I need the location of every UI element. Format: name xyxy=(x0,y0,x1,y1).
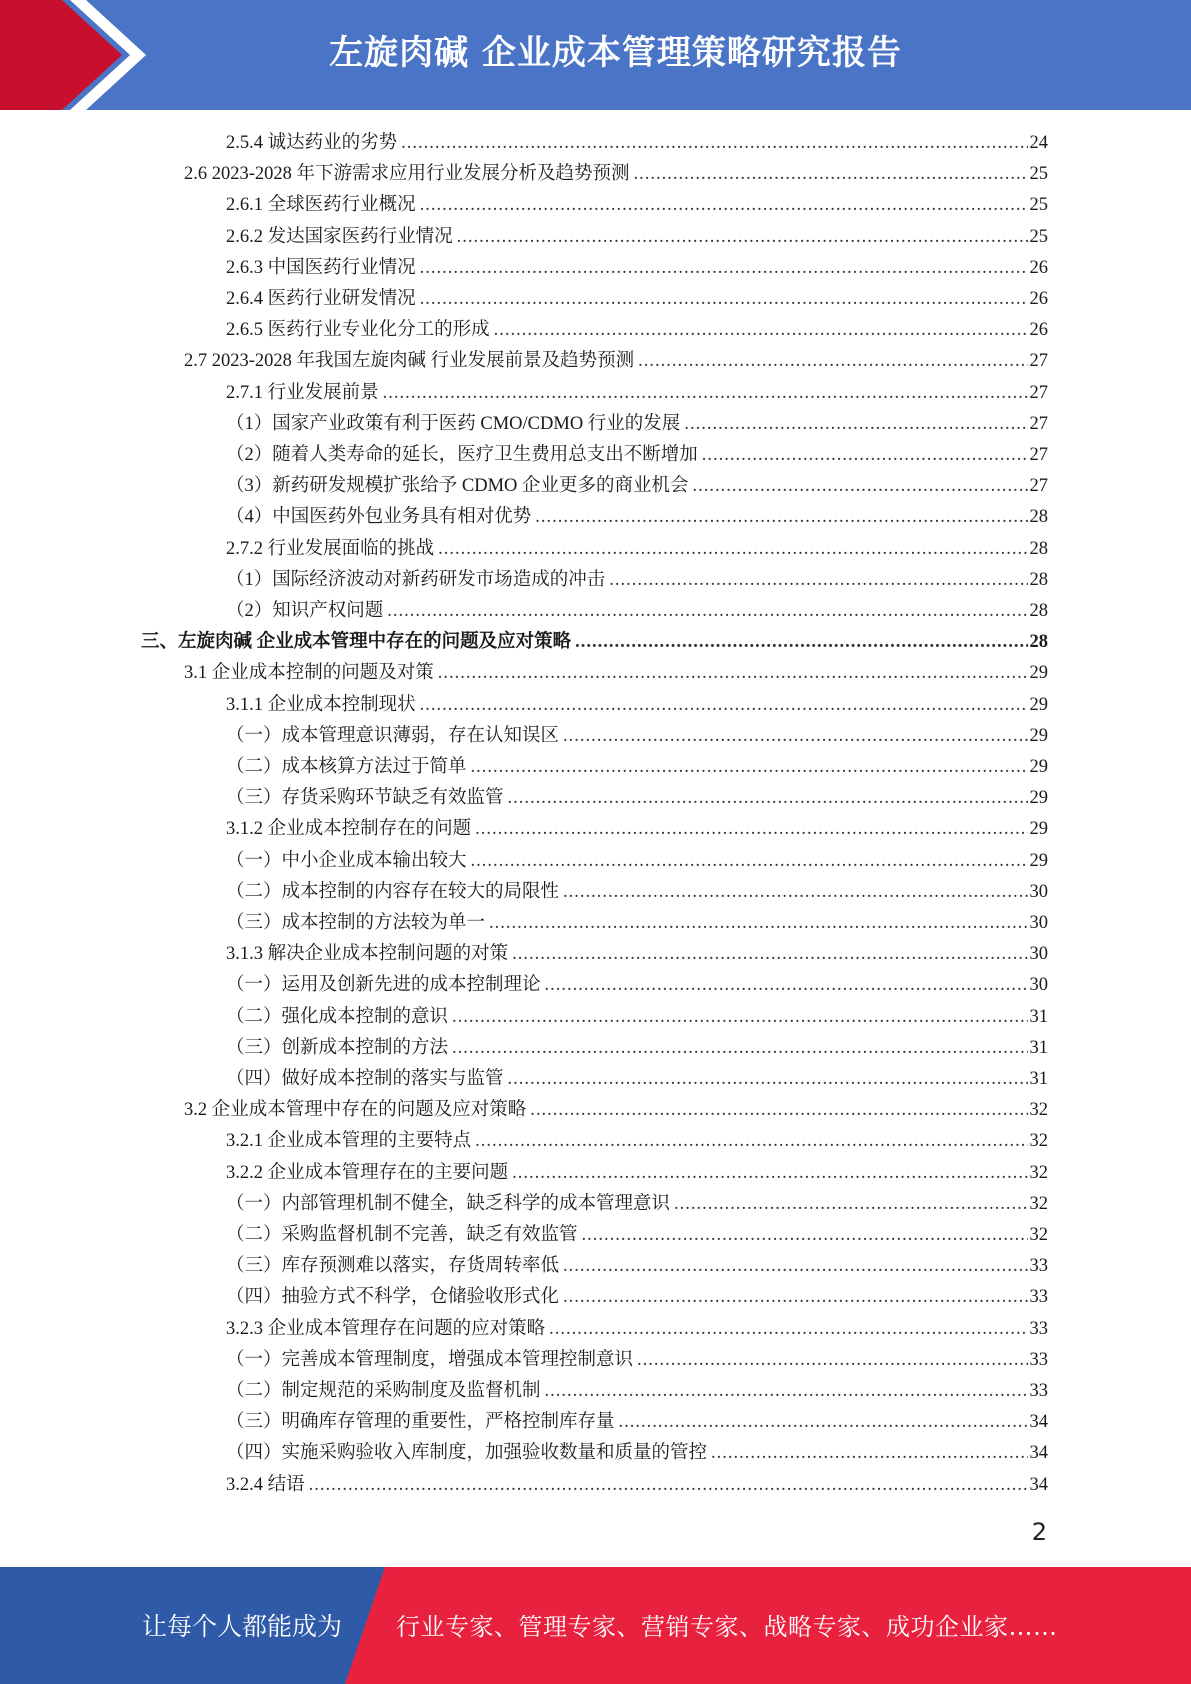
toc-entry-title: 2.6.1 全球医药行业概况 xyxy=(226,195,416,216)
report-title: 左旋肉碱 企业成本管理策略研究报告 xyxy=(329,33,902,73)
toc-entry-page: 31 xyxy=(1029,1006,1048,1027)
toc-entry[interactable] xyxy=(184,1095,1048,1125)
toc-entry-page: 34 xyxy=(1029,1412,1048,1433)
toc-leader-dots xyxy=(401,128,1027,158)
toc-entry[interactable] xyxy=(226,471,1048,501)
toc-leader-dots xyxy=(711,1438,1027,1468)
toc-entry-page: 28 xyxy=(1029,538,1048,559)
toc-entry-title: 2.6.4 医药行业研发情况 xyxy=(226,289,416,309)
toc-entry[interactable] xyxy=(226,440,1048,470)
toc-entry[interactable] xyxy=(226,1158,1048,1188)
toc-entry-page: 31 xyxy=(1029,1069,1048,1089)
toc-leader-dots xyxy=(471,846,1028,876)
toc-entry[interactable] xyxy=(226,502,1048,532)
toc-entry-title: （一）运用及创新先进的成本控制理论 xyxy=(226,975,541,996)
toc-entry-page: 29 xyxy=(1029,725,1048,746)
toc-entry-title: （二）强化成本控制的意识 xyxy=(226,1006,449,1027)
toc-entry-page: 26 xyxy=(1029,320,1048,341)
toc-leader-dots xyxy=(563,877,1027,907)
toc-entry-title: （一）完善成本管理制度，增强成本管理控制意识 xyxy=(226,1349,634,1370)
toc-entry-title: 2.7.2 行业发展面临的挑战 xyxy=(226,538,435,559)
toc-leader-dots xyxy=(383,378,1028,408)
toc-entry-title: 2.7 2023-2028 年我国左旋肉碱 行业发展前景及趋势预测 xyxy=(184,351,635,372)
toc-entry[interactable] xyxy=(226,565,1048,595)
toc-entry-title: 2.6.5 医药行业专业化分工的形成 xyxy=(226,320,490,341)
toc-entry-page: 30 xyxy=(1029,881,1048,902)
toc-leader-dots xyxy=(563,721,1027,751)
toc-leader-dots xyxy=(575,627,1027,657)
toc-entry[interactable] xyxy=(226,1282,1048,1312)
toc-entry[interactable] xyxy=(184,159,1048,189)
toc-entry-page: 29 xyxy=(1029,757,1048,777)
toc-entry-page: 30 xyxy=(1029,975,1048,996)
toc-entry-title: （三）成本控制的方法较为单一 xyxy=(226,913,486,933)
toc-entry-title: 3.1 企业成本控制的问题及对策 xyxy=(184,663,434,684)
page-header xyxy=(0,0,1191,110)
toc-leader-dots xyxy=(387,596,1027,626)
toc-entry[interactable] xyxy=(226,721,1048,751)
toc-entry-title: 3.1.2 企业成本控制存在的问题 xyxy=(226,819,472,840)
toc-entry-page: 28 xyxy=(1029,507,1048,528)
footer-slogan-right: 行业专家、管理专家、营销专家、战略专家、成功企业家…… xyxy=(396,1613,1058,1641)
toc-entry-page: 33 xyxy=(1029,1349,1048,1370)
toc-entry-title: （三）存货采购环节缺乏有效监管 xyxy=(226,788,504,809)
toc-entry[interactable] xyxy=(226,128,1048,158)
toc-entry[interactable] xyxy=(226,1407,1048,1437)
toc-entry[interactable] xyxy=(226,908,1048,938)
toc-entry[interactable] xyxy=(184,658,1048,688)
toc-entry-title: （一）中小企业成本输出较大 xyxy=(226,850,467,871)
toc-leader-dots xyxy=(438,658,1028,688)
toc-leader-dots xyxy=(475,814,1027,844)
toc-entry-page: 26 xyxy=(1029,289,1048,309)
toc-entry-title: 3.2 企业成本管理中存在的问题及应对策略 xyxy=(184,1100,527,1121)
toc-leader-dots xyxy=(512,1158,1027,1188)
toc-entry[interactable] xyxy=(226,877,1048,907)
footer-slogan-left: 让每个人都能成为 xyxy=(142,1612,343,1641)
toc-leader-dots xyxy=(619,1407,1028,1437)
toc-entry-page: 29 xyxy=(1029,788,1048,809)
toc-entry-title: 2.5.4 诚达药业的劣势 xyxy=(226,133,398,153)
toc-leader-dots xyxy=(609,565,1027,595)
toc-entry-page: 33 xyxy=(1029,1318,1048,1339)
toc-leader-dots xyxy=(582,1220,1028,1250)
toc-leader-dots xyxy=(512,939,1027,969)
toc-entry-page: 28 xyxy=(1029,569,1048,590)
toc-leader-dots xyxy=(420,690,1028,720)
toc-entry-page: 29 xyxy=(1029,850,1048,871)
toc-leader-dots xyxy=(420,190,1028,220)
toc-entry[interactable] xyxy=(226,1126,1048,1156)
toc-entry-title: （三）库存预测难以落实，存货周转率低 xyxy=(226,1256,560,1277)
toc-entry-title: （二）成本核算方法过于简单 xyxy=(226,757,467,777)
toc-entry[interactable] xyxy=(226,253,1048,283)
toc-entry-title: 3.1.1 企业成本控制现状 xyxy=(226,694,416,715)
toc-entry[interactable] xyxy=(226,939,1048,969)
toc-leader-dots xyxy=(475,1126,1027,1156)
toc-entry[interactable] xyxy=(226,596,1048,626)
page-number: 2 xyxy=(1031,1518,1047,1546)
toc-leader-dots xyxy=(530,1095,1027,1125)
toc-entry-title: 2.6.2 发达国家医药行业情况 xyxy=(226,226,453,247)
toc-leader-dots xyxy=(563,1282,1027,1312)
toc-entry-page: 30 xyxy=(1029,944,1048,965)
toc-leader-dots xyxy=(420,253,1028,283)
toc-entry-title: （3）新药研发规模扩张给予 CDMO 企业更多的商业机会 xyxy=(226,476,689,497)
toc-entry-page: 30 xyxy=(1029,913,1048,933)
toc-entry[interactable] xyxy=(226,409,1048,439)
toc-leader-dots xyxy=(309,1470,1028,1500)
toc-leader-dots xyxy=(634,159,1028,189)
toc-entry-page: 25 xyxy=(1029,226,1048,247)
toc-entry[interactable] xyxy=(226,1251,1048,1281)
toc-entry[interactable] xyxy=(226,222,1048,252)
toc-entry-title: （二）制定规范的采购制度及监督机制 xyxy=(226,1381,541,1401)
toc-entry-page: 32 xyxy=(1029,1131,1048,1152)
toc-entry[interactable] xyxy=(226,783,1048,813)
toc-entry[interactable] xyxy=(226,970,1048,1000)
toc-entry-page: 34 xyxy=(1029,1443,1048,1464)
toc-entry-title: （4）中国医药外包业务具有相对优势 xyxy=(226,507,532,528)
toc-entry[interactable] xyxy=(226,315,1048,345)
toc-entry-page: 32 xyxy=(1029,1162,1048,1183)
toc-entry-page: 28 xyxy=(1029,632,1048,653)
toc-leader-dots xyxy=(637,1345,1027,1375)
toc-entry-title: 3.2.4 结语 xyxy=(226,1474,305,1495)
toc-leader-dots xyxy=(693,471,1028,501)
toc-leader-dots xyxy=(452,1033,1027,1063)
toc-entry[interactable] xyxy=(226,1002,1048,1032)
toc-entry[interactable] xyxy=(226,1220,1048,1250)
toc-entry[interactable] xyxy=(226,1345,1048,1375)
toc-entry-page: 29 xyxy=(1029,663,1048,684)
toc-entry-page: 28 xyxy=(1029,601,1048,621)
toc-entry-title: （二）成本控制的内容存在较大的局限性 xyxy=(226,881,560,902)
toc-entry[interactable] xyxy=(141,627,1048,657)
toc-entry[interactable] xyxy=(226,284,1048,314)
toc-entry[interactable] xyxy=(226,1033,1048,1063)
toc-entry-page: 27 xyxy=(1029,445,1048,465)
toc-entry-title: （1）国际经济波动对新药研发市场造成的冲击 xyxy=(226,569,606,590)
toc-entry-title: （四）抽验方式不科学，仓储验收形式化 xyxy=(226,1287,560,1308)
toc-entry[interactable] xyxy=(226,752,1048,782)
toc-entry-page: 32 xyxy=(1029,1193,1048,1214)
toc-entry[interactable] xyxy=(226,690,1048,720)
toc-entry-page: 29 xyxy=(1029,694,1048,715)
toc-leader-dots xyxy=(420,284,1028,314)
toc-entry-title: 3.2.2 企业成本管理存在的主要问题 xyxy=(226,1162,509,1183)
toc-entry-page: 27 xyxy=(1029,351,1048,372)
toc-leader-dots xyxy=(549,1314,1027,1344)
toc-entry-page: 24 xyxy=(1029,133,1048,153)
toc-leader-dots xyxy=(471,752,1028,782)
toc-entry-title: （四）做好成本控制的落实与监管 xyxy=(226,1069,504,1089)
toc-entry-title: 3.1.3 解决企业成本控制问题的对策 xyxy=(226,944,509,965)
toc-entry-page: 31 xyxy=(1029,1037,1048,1058)
toc-entry-page: 27 xyxy=(1029,382,1048,403)
toc-entry-page: 32 xyxy=(1029,1225,1048,1245)
toc-leader-dots xyxy=(563,1251,1027,1281)
toc-entry-page: 26 xyxy=(1029,257,1048,278)
page-footer xyxy=(0,1567,1191,1684)
toc-leader-dots xyxy=(638,346,1027,376)
toc-entry-title: 2.6 2023-2028 年下游需求应用行业发展分析及趋势预测 xyxy=(184,164,630,185)
toc-entry-title: （三）明确库存管理的重要性，严格控制库存量 xyxy=(226,1412,615,1433)
toc-entry[interactable] xyxy=(184,346,1048,376)
toc-entry-title: （1）国家产业政策有利于医药 CMO/CDMO 行业的发展 xyxy=(226,413,681,434)
toc-entry-title: （三）创新成本控制的方法 xyxy=(226,1037,449,1058)
toc-leader-dots xyxy=(508,1064,1028,1094)
toc-leader-dots xyxy=(702,440,1028,470)
toc-leader-dots xyxy=(508,783,1028,813)
toc-leader-dots xyxy=(545,970,1028,1000)
toc-entry-page: 29 xyxy=(1029,819,1048,840)
toc-entry[interactable] xyxy=(226,1438,1048,1468)
toc-entry-page: 25 xyxy=(1029,164,1048,185)
toc-entry-page: 27 xyxy=(1029,413,1048,434)
toc-leader-dots xyxy=(494,315,1028,345)
toc-entry[interactable] xyxy=(226,1064,1048,1094)
toc-entry-page: 25 xyxy=(1029,195,1048,216)
toc-entry-title: （二）采购监督机制不完善，缺乏有效监管 xyxy=(226,1225,578,1245)
toc-leader-dots xyxy=(438,534,1027,564)
toc-entry-title: 3.2.1 企业成本管理的主要特点 xyxy=(226,1131,472,1152)
toc-entry-title: 2.6.3 中国医药行业情况 xyxy=(226,257,416,278)
toc-entry-page: 33 xyxy=(1029,1381,1048,1401)
toc-entry-page: 33 xyxy=(1029,1256,1048,1277)
toc-leader-dots xyxy=(452,1002,1027,1032)
toc-leader-dots xyxy=(545,1376,1028,1406)
toc-entry-title: （四）实施采购验收入库制度，加强验收数量和质量的管控 xyxy=(226,1443,708,1464)
toc-entry-page: 34 xyxy=(1029,1474,1048,1495)
toc-entry[interactable] xyxy=(226,378,1048,408)
toc-leader-dots xyxy=(535,502,1027,532)
toc-entry-title: （一）内部管理机制不健全，缺乏科学的成本管理意识 xyxy=(226,1193,671,1214)
toc-entry[interactable] xyxy=(226,534,1048,564)
toc-entry-title: 三、左旋肉碱 企业成本管理中存在的问题及应对策略 xyxy=(141,632,572,653)
toc-entry-page: 32 xyxy=(1029,1100,1048,1121)
toc-leader-dots xyxy=(457,222,1028,252)
toc-entry-page: 27 xyxy=(1029,476,1048,497)
toc-entry[interactable] xyxy=(226,1470,1048,1500)
toc-entry[interactable] xyxy=(226,1314,1048,1344)
toc-entry[interactable] xyxy=(226,846,1048,876)
toc-entry-page: 33 xyxy=(1029,1287,1048,1308)
toc-leader-dots xyxy=(674,1189,1027,1219)
toc-leader-dots xyxy=(684,409,1027,439)
toc-entry[interactable] xyxy=(226,190,1048,220)
toc-entry-title: （2）知识产权问题 xyxy=(226,601,384,621)
toc-entry-title: 3.2.3 企业成本管理存在问题的应对策略 xyxy=(226,1318,546,1339)
toc-entry[interactable] xyxy=(226,1189,1048,1219)
toc-leader-dots xyxy=(489,908,1027,938)
toc-entry[interactable] xyxy=(226,1376,1048,1406)
toc-entry-title: 2.7.1 行业发展前景 xyxy=(226,382,379,403)
toc-entry-title: （一）成本管理意识薄弱，存在认知误区 xyxy=(226,725,560,746)
toc-entry-title: （2）随着人类寿命的延长，医疗卫生费用总支出不断增加 xyxy=(226,445,698,465)
toc-entry[interactable] xyxy=(226,814,1048,844)
